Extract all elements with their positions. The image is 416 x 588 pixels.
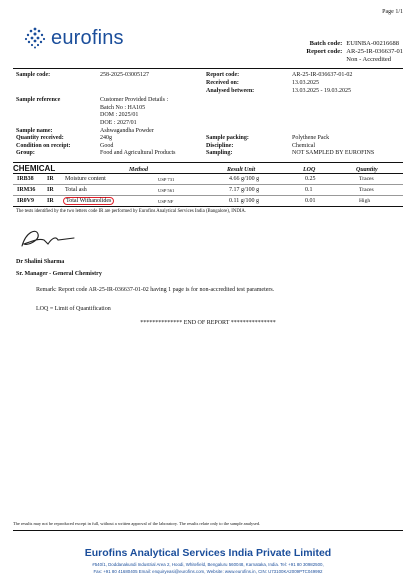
lab-code: IR xyxy=(47,197,54,204)
method-header: Method xyxy=(129,167,149,173)
reference-line: DOE : 2027/01 xyxy=(100,119,137,126)
sample-code-label: Sample code: xyxy=(16,72,51,78)
sample-packing-label: Sample packing: xyxy=(206,135,249,141)
company-address xyxy=(0,561,416,575)
table-row xyxy=(13,174,403,185)
test-code: IRB38 xyxy=(17,175,34,182)
discipline-label: Discipline: xyxy=(206,142,234,149)
signature xyxy=(18,226,78,257)
test-result: 0.11 g/100 g xyxy=(229,197,259,204)
sample-code: 258-2025-03005127 xyxy=(100,72,149,78)
sample-info xyxy=(0,0,416,170)
footer-rule xyxy=(13,530,403,531)
sampling-label: Sampling: xyxy=(206,150,233,156)
chemical-results-table xyxy=(13,174,403,207)
lab-code: IR xyxy=(47,175,54,182)
received-on-label: Received on: xyxy=(206,80,239,86)
quantity-received: 240g xyxy=(100,135,112,141)
sampling: NOT SAMPLED BY EUROFINS xyxy=(292,150,375,156)
chemical-top-rule xyxy=(13,162,403,163)
test-loq: 0.25 xyxy=(305,175,316,182)
batch-code-label: Batch code: xyxy=(309,40,343,47)
company-name: Eurofins Analytical Services India Private Limited xyxy=(84,547,332,559)
loq-definition: LOQ = Limit of Quantification xyxy=(36,306,111,312)
remark: Remark: Report code AR-25-IR-036637-01-02 having 1 page is for non-accredited test parameters. xyxy=(36,287,275,293)
sample-report-code: AR-25-IR-036637-01-02 xyxy=(292,72,353,78)
end-of-report: ************** END OF REPORT *************** xyxy=(140,320,276,326)
tests-note: The tests identified by the two letters code IR are performed by Eurofins Analytical Services India (Bangalore), INDIA. xyxy=(16,209,247,214)
test-result: 4.66 g/100 g xyxy=(229,175,260,182)
reference-line: DOM : 2025/01 xyxy=(100,112,139,119)
accreditation-status: Non - Accredited xyxy=(346,56,392,63)
reference-line: Batch No : HA105 xyxy=(100,104,146,111)
test-method: USP 561 xyxy=(158,187,175,193)
result-unit-header: Result Unit xyxy=(227,167,256,173)
batch-code: EUINBA-00216688 xyxy=(346,40,400,47)
chemical-title: CHEMICAL xyxy=(13,164,56,173)
received-on: 13.03.2025 xyxy=(292,80,319,86)
signer-name: Dr Shalini Sharma xyxy=(16,259,65,265)
disclaimer: The results may not be reproduced except in full, without a written approval of the laboratory. The results relate only to the sample analysed. xyxy=(13,521,261,526)
table-row xyxy=(13,185,403,196)
test-code: IRM36 xyxy=(17,186,36,193)
discipline: Chemical xyxy=(292,142,315,149)
condition-label: Condition on receipt: xyxy=(16,142,71,149)
test-method: USP NF xyxy=(158,198,174,204)
test-name: Moisture content xyxy=(65,175,106,182)
test-quantity: Traces xyxy=(359,186,374,193)
sample-packing: Polythene Pack xyxy=(292,135,330,141)
report-code: AR-25-IR-036637-01 xyxy=(346,48,403,55)
signer-title: Sr. Manager - General Chemistry xyxy=(16,271,102,277)
sample-name: Ashwagandha Powder xyxy=(100,127,154,134)
group-label: Group: xyxy=(16,150,35,156)
test-quantity: High xyxy=(359,197,371,204)
sample-name-label: Sample name: xyxy=(16,127,53,134)
test-quantity: Traces xyxy=(359,175,374,182)
quantity-received-label: Quantity received: xyxy=(16,135,64,141)
analysed-between: 13.03.2025 - 19.03.2025 xyxy=(292,88,351,94)
loq-header: LOQ xyxy=(303,167,316,173)
address-line: Fax: +91 80 41680405 Email: enquiryeasi@eurofins.com, Website: www.eurofins.in, CIN: U73100KA2009PTC049992 xyxy=(93,569,323,574)
signer-block xyxy=(16,256,102,280)
sample-report-code-label: Report code: xyxy=(206,72,240,78)
address-line: #540/1, Doddanakundi Industrial Area 2, Hoodi, Whitefield, Bengaluru 560048, Karnataka, India. Tel: +91 80 30982500, xyxy=(92,562,324,567)
test-loq: 0.1 xyxy=(305,186,313,193)
test-loq: 0.01 xyxy=(305,197,316,204)
reference-line: Customer Provided Details : xyxy=(100,97,169,103)
analysed-between-label: Analysed between: xyxy=(206,88,255,94)
lab-code: IR xyxy=(47,186,54,193)
test-code: IR0V9 xyxy=(17,197,35,204)
group: Food and Agricultural Products xyxy=(100,150,176,156)
brand-name: eurofins xyxy=(51,26,124,49)
test-method: USP 731 xyxy=(158,176,175,182)
test-name-highlighted: Total Withanolides xyxy=(63,197,114,205)
chemical-header xyxy=(13,164,403,173)
report-code-label: Report code: xyxy=(306,48,343,55)
sample-reference-label: Sample reference xyxy=(16,97,61,103)
condition: Good xyxy=(100,142,114,149)
quantity-header: Quantity xyxy=(356,167,378,173)
page-number: Page 1/1 xyxy=(382,9,403,15)
test-result: 7.17 g/100 g xyxy=(229,186,260,193)
table-row xyxy=(13,196,403,207)
test-name: Total ash xyxy=(65,186,87,193)
